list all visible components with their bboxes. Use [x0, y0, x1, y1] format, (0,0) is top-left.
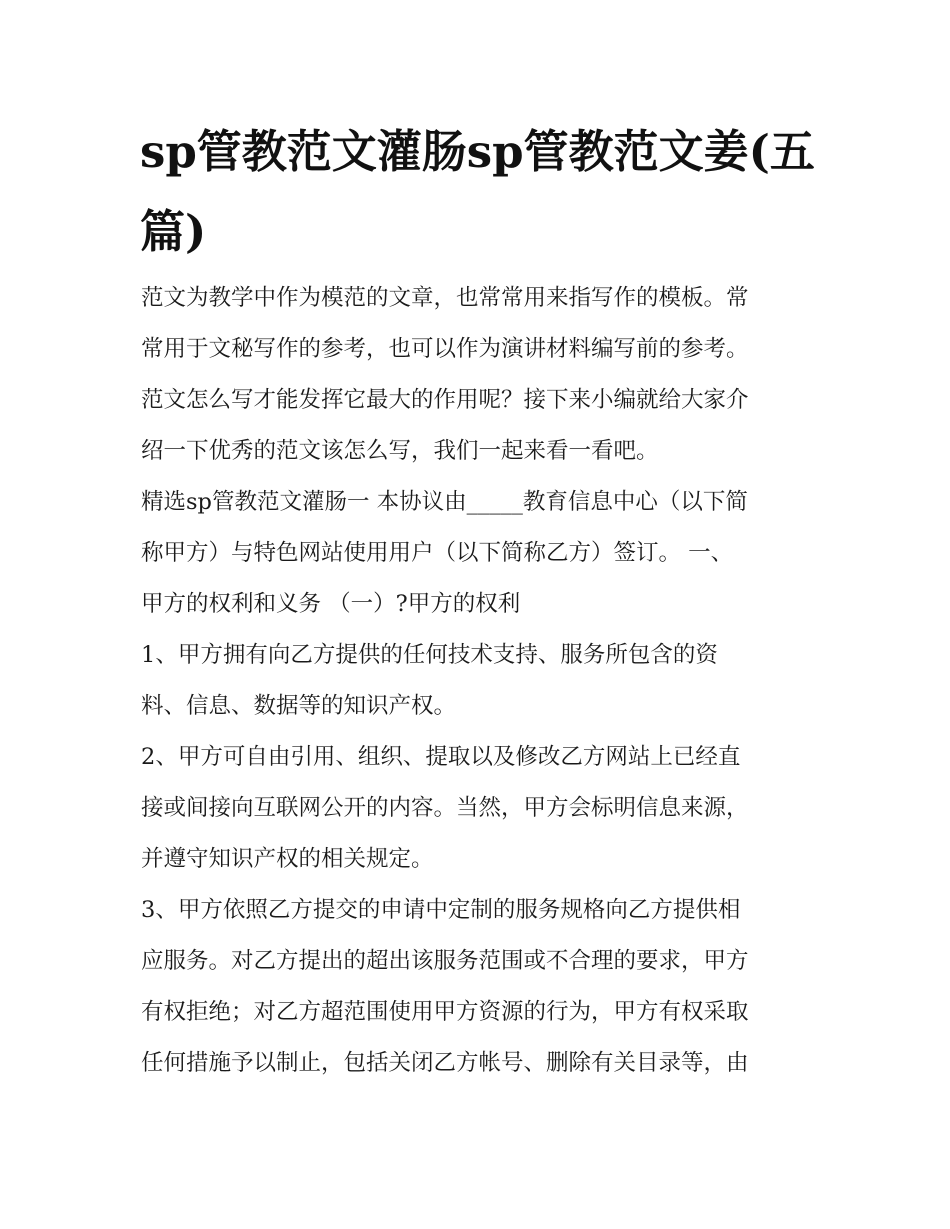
body-line-1: 范文为教学中作为模范的文章，也常常用来指写作的模板。常 — [141, 285, 749, 311]
body-line-6: 称甲方）与特色网站使用用户（以下简称乙方）签订。 一、 — [141, 540, 734, 566]
body-line-2: 常用于文秘写作的参考，也可以作为演讲材料编写前的参考。 — [141, 336, 749, 362]
body-line-4: 绍一下优秀的范文该怎么写，我们一起来看一看吧。 — [141, 438, 659, 464]
body-line-11: 接或间接向互联网公开的内容。当然，甲方会标明信息来源， — [141, 795, 749, 821]
body-line-8: 1、甲方拥有向乙方提供的任何技术支持、服务所包含的资 — [141, 642, 718, 668]
body-line-16: 任何措施予以制止，包括关闭乙方帐号、删除有关目录等，由 — [141, 1050, 749, 1076]
body-line-10: 2、甲方可自由引用、组织、提取以及修改乙方网站上已经直 — [141, 744, 741, 770]
body-line-15: 有权拒绝；对乙方超范围使用甲方资源的行为，甲方有权采取 — [141, 999, 749, 1025]
document-title: sp管教范文灌肠sp管教范文姜(五篇) — [140, 125, 815, 258]
body-line-13: 3、甲方依照乙方提交的申请中定制的服务规格向乙方提供相 — [141, 897, 741, 923]
body-line-14: 应服务。对乙方提出的超出该服务范围或不合理的要求，甲方 — [141, 948, 749, 974]
body-line-7: 甲方的权利和义务 （一）?甲方的权利 — [141, 591, 521, 617]
body-line-9: 料、信息、数据等的知识产权。 — [141, 693, 457, 719]
body-line-3: 范文怎么写才能发挥它最大的作用呢？接下来小编就给大家介 — [141, 387, 749, 413]
body-line-5: 精选sp管教范文灌肠一 本协议由_____教育信息中心（以下简 — [141, 489, 748, 515]
body-line-12: 并遵守知识产权的相关规定。 — [141, 846, 434, 872]
